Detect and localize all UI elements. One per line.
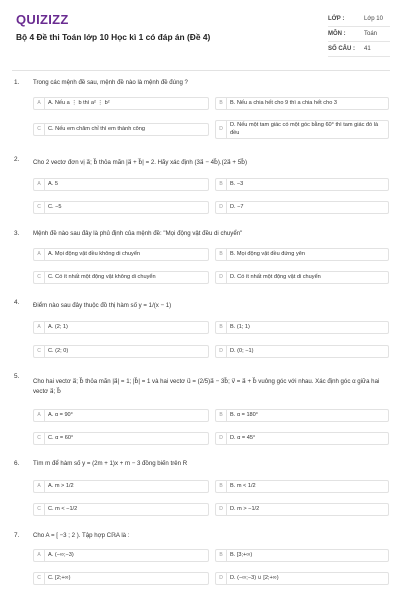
option-letter: A — [34, 322, 45, 333]
option-text: D. Có ít nhất một động vật di chuyển — [230, 274, 321, 280]
option-letter: D — [216, 272, 227, 283]
option-a[interactable] — [33, 480, 209, 493]
option-letter: D — [216, 202, 227, 213]
class-value: Lớp 10 — [364, 16, 383, 22]
option-text: B. −3 — [230, 181, 244, 187]
option-a[interactable] — [33, 97, 209, 110]
option-b[interactable] — [215, 178, 389, 191]
header-divider — [12, 70, 390, 71]
option-text: C. Nếu em chăm chỉ thì em thành công — [48, 126, 146, 132]
option-letter: D — [216, 504, 227, 515]
option-letter: B — [216, 249, 227, 260]
option-letter: C — [34, 272, 45, 283]
option-b[interactable] — [215, 97, 389, 110]
option-letter: C — [34, 573, 45, 584]
option-c[interactable] — [33, 432, 209, 445]
option-c[interactable] — [33, 345, 209, 358]
option-a[interactable] — [33, 549, 209, 562]
option-text: C. m < −1/2 — [48, 506, 78, 512]
option-letter: B — [216, 410, 227, 421]
option-letter: D — [216, 121, 227, 138]
option-letter: B — [216, 550, 227, 561]
option-text: D. −7 — [230, 204, 244, 210]
option-text: C. [2;+∞) — [48, 575, 71, 581]
question-text: Cho 2 vectơ đơn vị a⃗; b⃗ thỏa mãn |a⃗ + b⃗| = 2. Hãy xác định (3a⃗ − 4b⃗).(2a⃗ + 5b⃗) — [33, 159, 247, 166]
option-letter: A — [34, 410, 45, 421]
option-a[interactable] — [33, 248, 209, 261]
question-count-value: 41 — [364, 46, 371, 52]
option-letter: A — [34, 98, 45, 109]
option-letter: D — [216, 433, 227, 444]
option-text: C. Có ít nhất một động vật không di chuyển — [48, 274, 156, 280]
option-d[interactable] — [215, 345, 389, 358]
option-text: D. Nếu một tam giác có một góc bằng 60° thì tam giác đó là đều — [230, 122, 379, 136]
subject-label: MÔN : — [328, 31, 346, 37]
option-d[interactable] — [215, 432, 389, 445]
option-d[interactable] — [215, 271, 389, 284]
page-title: Bộ 4 Đề thi Toán lớp 10 Học kì 1 có đáp án (Đề 4) — [16, 32, 211, 42]
question-number: 2. — [14, 156, 20, 163]
meta-divider — [328, 41, 390, 42]
option-b[interactable] — [215, 321, 389, 334]
option-a[interactable] — [33, 409, 209, 422]
question-text: Cho hai vectơ a⃗; b⃗ thỏa mãn |a⃗| = 1; |b⃗| = 1 và hai vectơ u⃗ = (2/5)a⃗ − 3b⃗; v⃗ = a⃗ + b⃗ vuông góc với nhau. Xác định góc α giữa hai vectơ a⃗; b⃗ — [33, 378, 380, 395]
option-d[interactable] — [215, 572, 389, 585]
option-d[interactable] — [215, 120, 389, 139]
question-number: 7. — [14, 532, 20, 539]
option-text: D. α = 45° — [230, 435, 256, 441]
option-text: A. 5 — [48, 181, 58, 187]
option-text: A. (−∞;−3) — [48, 552, 74, 558]
option-d[interactable] — [215, 201, 389, 214]
subject-value: Toán — [364, 31, 378, 37]
option-letter: B — [216, 481, 227, 492]
option-letter: A — [34, 550, 45, 561]
meta-divider — [328, 56, 390, 57]
option-letter: C — [34, 124, 45, 135]
option-text: B. m < 1/2 — [230, 483, 256, 489]
question-text: Trong các mệnh đề sau, mệnh đề nào là mệnh đề đúng ? — [33, 79, 188, 86]
meta-divider — [328, 26, 390, 27]
option-letter: B — [216, 322, 227, 333]
option-d[interactable] — [215, 503, 389, 516]
option-letter: C — [34, 346, 45, 357]
option-text: A. Mọi động vật đều không di chuyển — [48, 251, 141, 257]
option-text: C. α = 60° — [48, 435, 74, 441]
option-letter: A — [34, 179, 45, 190]
worksheet-header — [0, 0, 400, 66]
option-b[interactable] — [215, 549, 389, 562]
question-number: 5. — [14, 373, 20, 380]
question-text: Điểm nào sau đây thuộc đồ thị hàm số y = 1/(x − 1) — [33, 302, 172, 309]
option-c[interactable] — [33, 271, 209, 284]
option-a[interactable] — [33, 321, 209, 334]
option-text: A. Nếu a ⋮ b thì a² ⋮ b² — [48, 100, 110, 106]
question-number: 3. — [14, 230, 20, 237]
option-a[interactable] — [33, 178, 209, 191]
question-count-label: SỐ CÂU : — [328, 46, 355, 52]
class-label: LỚP : — [328, 16, 345, 22]
option-letter: D — [216, 346, 227, 357]
option-b[interactable] — [215, 480, 389, 493]
question-text: Cho A = [ −3 ; 2 ). Tập hợp CℝA là : — [33, 532, 130, 539]
option-c[interactable] — [33, 201, 209, 214]
option-letter: B — [216, 179, 227, 190]
option-letter: C — [34, 504, 45, 515]
option-c[interactable] — [33, 123, 209, 136]
option-text: B. α = 180° — [230, 412, 259, 418]
option-letter: C — [34, 433, 45, 444]
option-c[interactable] — [33, 503, 209, 516]
option-text: B. (1; 1) — [230, 324, 250, 330]
question-number: 4. — [14, 299, 20, 306]
option-text: D. (0; −1) — [230, 348, 254, 354]
option-text: A. m > 1/2 — [48, 483, 74, 489]
option-text: B. Mọi động vật đều đứng yên — [230, 251, 305, 257]
option-letter: B — [216, 98, 227, 109]
question-text: Mệnh đề nào sau đây là phủ định của mệnh đề: "Mọi động vật đều di chuyển" — [33, 230, 243, 237]
option-text: B. Nếu a chia hết cho 9 thì a chia hết cho 3 — [230, 100, 337, 106]
option-letter: A — [34, 249, 45, 260]
question-number: 1. — [14, 79, 20, 86]
question-text: Tìm m để hàm số y = (2m + 1)x + m − 3 đồng biến trên R — [33, 460, 188, 467]
option-text: C. −5 — [48, 204, 62, 210]
option-text: B. [3;+∞) — [230, 552, 253, 558]
option-text: A. (2; 1) — [48, 324, 68, 330]
option-text: A. α = 90° — [48, 412, 73, 418]
option-letter: C — [34, 202, 45, 213]
option-b[interactable] — [215, 248, 389, 261]
option-b[interactable] — [215, 409, 389, 422]
quizizz-logo: QUIZIZZ — [16, 12, 69, 27]
question-number: 6. — [14, 460, 20, 467]
option-text: D. m > −1/2 — [230, 506, 260, 512]
option-text: D. (−∞;−3) ∪ [2;+∞) — [230, 575, 279, 581]
option-c[interactable] — [33, 572, 209, 585]
option-letter: D — [216, 573, 227, 584]
option-letter: A — [34, 481, 45, 492]
option-text: C. (2; 0) — [48, 348, 69, 354]
